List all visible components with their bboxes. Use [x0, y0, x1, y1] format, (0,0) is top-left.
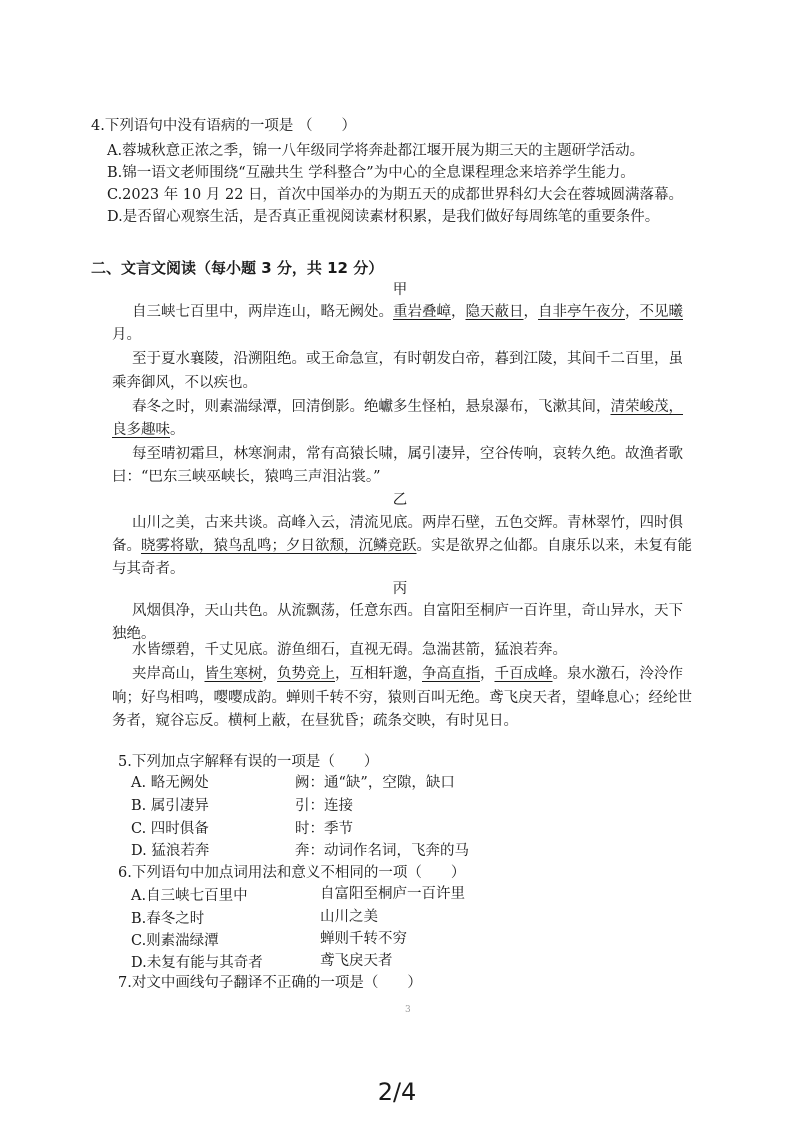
yi-line-3: 与其奇者。 [112, 561, 185, 577]
jia-underline: 隐天蔽日 [465, 304, 524, 320]
jia-line-1 [132, 302, 683, 322]
q6-c-right: 蝉则千转不穷 [320, 931, 407, 947]
bing-text: ， [262, 666, 277, 682]
bing-text: ，互相轩邈， [335, 666, 422, 682]
jia-text: ， [523, 304, 538, 320]
q6-a-left: A.自三峡七百里中 [131, 888, 248, 904]
yi-line-2 [112, 536, 692, 556]
q4-option-a: A.蓉城秋意正浓之季，锦一八年级同学将奔赴都江堰开展为期三天的主题研学活动。 [107, 143, 645, 159]
q5-b-left: B. 属引凄异 [131, 798, 209, 814]
q5-a-right: 阙：通“缺”，空隙，缺口 [295, 775, 455, 791]
q7-stem: 7.对文中画线句子翻译不正确的一项是（ ） [118, 975, 422, 991]
jia-text: ， [625, 304, 640, 320]
q6-c-left: C.则素湍绿潭 [131, 933, 219, 949]
q6-d-right: 鸢飞戾天者 [320, 953, 393, 969]
passage-bing-label: 丙 [392, 581, 408, 597]
bing-text: 。泉水激石，泠泠作 [552, 666, 683, 682]
jia-underline: 不见曦 [639, 304, 683, 320]
q5-d-right: 奔：动词作名词，飞奔的马 [295, 843, 469, 859]
bing-line-5: 响；好鸟相鸣，嘤嘤成韵。蝉则千转不穷，猿则百叫无绝。鸢飞戾天者，望峰息心；经纶世 [112, 690, 692, 706]
jia-line-8: 曰：“巴东三峡巫峡长，猿鸣三声泪沾裳。” [112, 469, 381, 485]
q6-a-right: 自富阳至桐庐一百许里 [320, 886, 465, 902]
bing-text: ， [480, 666, 495, 682]
q6-b-right: 山川之美 [320, 909, 378, 925]
bing-line-2: 独绝。 [112, 626, 156, 642]
jia-text: 自三峡七百里中，两岸连山，略无阙处。 [132, 304, 393, 320]
yi-line-1: 山川之美，古来共谈。高峰入云，清流见底。两岸石壁，五色交辉。青林翠竹，四时俱 [132, 515, 683, 531]
jia-line-5 [132, 397, 683, 417]
q4-option-d: D.是否留心观察生活，是否真正重视阅读素材积累，是我们做好每周练笔的重要条件。 [107, 209, 660, 225]
page-footer: 2/4 [377, 1078, 417, 1106]
bing-underline: 皆生寒树 [204, 666, 263, 682]
q5-a-left: A. 略无阙处 [131, 775, 209, 791]
page-mark: 3 [405, 1005, 411, 1015]
bing-underline: 负势竞上 [277, 666, 335, 682]
q5-d-left: D. 猛浪若奔 [131, 843, 210, 859]
yi-underline: 晓雾将歇，猿鸟乱鸣；夕日欲颓，沉鳞竞跃 [141, 538, 417, 554]
jia-text: 春冬之时，则素湍绿潭，回清倒影。绝巘多生怪柏，悬泉瀑布，飞漱其间， [132, 399, 611, 415]
jia-line-7: 每至晴初霜旦，林寒涧肃，常有高猿长啸，属引凄异，空谷传响，哀转久绝。故渔者歌 [132, 446, 683, 462]
jia-underline: 清荣峻茂， [610, 399, 683, 415]
jia-line-4: 乘奔御风，不以疾也。 [112, 375, 257, 391]
q4-stem: 4.下列语句中没有语病的一项是 （ ） [91, 118, 356, 134]
bing-underline: 争高直指 [422, 666, 480, 682]
q6-d-left: D.未复有能与其奇者 [131, 955, 263, 971]
q5-c-right: 时：季节 [295, 821, 353, 837]
jia-line-2: 月。 [112, 327, 141, 343]
bing-line-4 [132, 664, 683, 684]
yi-text: 备。 [112, 538, 141, 554]
section-title: 二、文言文阅读（每小题 3 分，共 12 分） [91, 259, 384, 277]
q6-stem: 6.下列语句中加点词用法和意义不相同的一项（ ） [118, 865, 466, 881]
jia-underline: 良多趣味 [112, 422, 170, 438]
passage-jia-label: 甲 [392, 282, 408, 298]
jia-underline: 自非亭午夜分 [538, 304, 625, 320]
q5-stem: 5.下列加点字解释有误的一项是（ ） [118, 754, 379, 770]
q4-option-b: B.锦一语文老师围绕“互融共生 学科整合”为中心的全息课程理念来培养学生能力。 [107, 165, 635, 181]
jia-text: 。 [170, 422, 185, 438]
q5-c-left: C. 四时俱备 [131, 821, 209, 837]
jia-line-3: 至于夏水襄陵，沿溯阻绝。或王命急宣，有时朝发白帝，暮到江陵，其间千二百里，虽 [132, 351, 683, 367]
q5-b-right: 引：连接 [295, 798, 353, 814]
jia-line-6 [112, 420, 185, 440]
bing-line-1: 风烟俱净，天山共色。从流飘荡，任意东西。自富阳至桐庐一百许里，奇山异水，天下 [132, 603, 683, 619]
yi-text: 。实是欲界之仙都。自康乐以来，未复有能 [416, 538, 692, 554]
q4-option-c: C.2023 年 10 月 22 日，首次中国举办的为期五天的成都世界科幻大会在蓉城圆满落幕。 [107, 187, 684, 203]
q6-b-left: B.春冬之时 [131, 911, 205, 927]
jia-text: ， [451, 304, 466, 320]
bing-line-6: 务者，窥谷忘反。横柯上蔽，在昼犹昏；疏条交映，有时见日。 [112, 713, 518, 729]
jia-underline: 重岩叠嶂 [393, 304, 451, 320]
bing-text: 夹岸高山， [132, 666, 205, 682]
bing-underline: 千百成峰 [494, 666, 553, 682]
bing-line-3: 水皆缥碧，千丈见底。游鱼细石，直视无碍。急湍甚箭，猛浪若奔。 [132, 642, 567, 658]
passage-yi-label: 乙 [392, 492, 408, 508]
